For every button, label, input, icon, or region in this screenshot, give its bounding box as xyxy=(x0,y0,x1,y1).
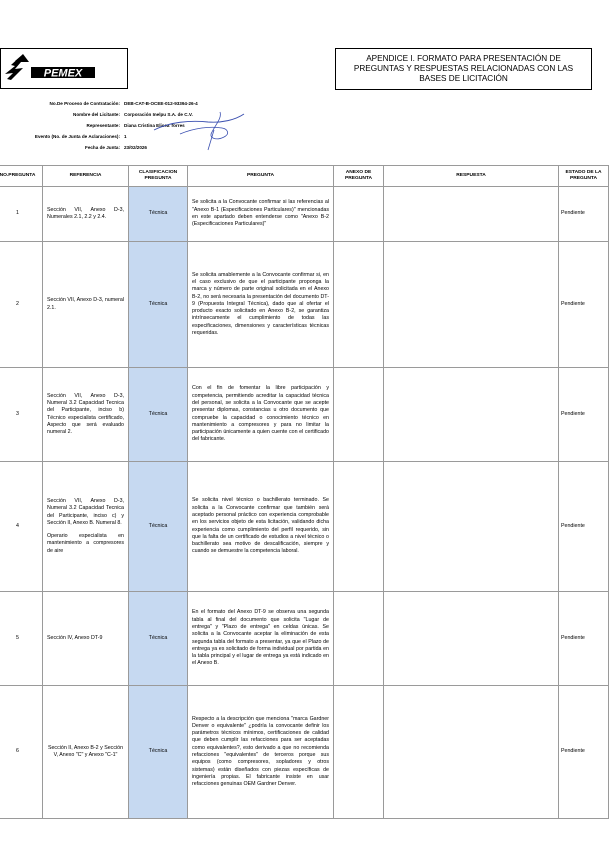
question-annex xyxy=(334,242,384,368)
questions-table xyxy=(0,165,609,819)
table-row xyxy=(0,242,609,368)
info-label: Nombre del Licitante: xyxy=(73,112,120,117)
question-status: Pendiente xyxy=(559,592,609,686)
question-classification: Técnica xyxy=(129,242,188,368)
question-classification: Técnica xyxy=(129,187,188,242)
question-classification: Técnica xyxy=(129,462,188,592)
question-number: 2 xyxy=(0,242,43,368)
question-number: 6 xyxy=(0,686,43,819)
table-row xyxy=(0,462,609,592)
question-text: Se solicita amablemente a la Convocante confirmar si, en el caso exclusivo de que el participante proponga la marca y número de parte original solicitada en el Anexo B-2, no será necesaria la presentación del documento DT-9 (Propuesta Integral Técnica), dado que al ofertar el producto exacto solicitado en Anexo B-2, se garantiza intrínsecamente el cumplimiento de todas las especificaciones, dimensiones y características técnicas requeridas. xyxy=(188,242,334,368)
header-referencia: REFERENCIA xyxy=(43,166,129,187)
question-reference-cell xyxy=(43,462,129,592)
question-reference: Sección VII, Anexo D-3, Numeral 3.2 Capacidad Tecnica del Participante, inciso c) y Sección II, Anexo B. Numeral 8. xyxy=(47,497,124,526)
question-answer xyxy=(384,242,559,368)
question-number: 4 xyxy=(0,462,43,592)
svg-text:PEMEX: PEMEX xyxy=(43,67,83,80)
info-label: Fecha de Junta: xyxy=(85,145,120,150)
question-reference: Sección II, Anexo B-2 y Sección V, Anexo "C" y Anexo "C-1" xyxy=(43,686,129,819)
table-header-row xyxy=(0,166,609,187)
question-classification: Técnica xyxy=(129,592,188,686)
question-reference-note: Operario especialista en mantenimiento a compresores de aire xyxy=(47,533,124,554)
question-text: Con el fin de fomentar la libre participación y competencia, permitiendo acreditar la capacidad técnica del personal, se solicita a la Convocante que se acepte presentar diplomas, constancias u otro documento que compruebe la capacidad o conocimiento técnico en mantenimiento a compresores y para no limitar la participación únicamente a quien cuente con el certificado del fabricante. xyxy=(188,368,334,462)
question-classification: Técnica xyxy=(129,368,188,462)
info-label: Evento (No. de Junta de Aclaraciones): xyxy=(34,134,120,139)
header-no-pregunta: NO.PREGUNTA xyxy=(0,166,43,187)
question-answer xyxy=(384,592,559,686)
question-reference: Sección VII, Anexo D-3, Numerales 2.1, 2.2 y 2.4. xyxy=(43,187,129,242)
table-row xyxy=(0,592,609,686)
question-classification: Técnica xyxy=(129,686,188,819)
info-value: 1 xyxy=(124,134,127,139)
info-value: DEB-CAT-B-OCEE-012-93394-26-4 xyxy=(124,101,198,106)
question-answer xyxy=(384,686,559,819)
question-text: Se solicita a la Convocante confirmar si las referencias al "Anexo B-1 (Especificaciones Particulares)" mencionadas en este apartado deben entenderse como "Anexo B-2 (Especificaciones Particulares)" xyxy=(188,187,334,242)
question-reference: Sección VII, Anexo D-3, Numeral 3.2 Capacidad Tecnica del Participante, inciso b) Técnico especialista certificado, Aspecto que será evaluado numeral 2. xyxy=(43,368,129,462)
signature-icon xyxy=(150,108,250,153)
question-number: 1 xyxy=(0,187,43,242)
info-value: 23/02/2026 xyxy=(124,145,147,150)
question-reference: Sección IV, Anexo DT-9 xyxy=(43,592,129,686)
pemex-logo-icon xyxy=(1,49,127,88)
question-annex xyxy=(334,368,384,462)
info-label: Representante: xyxy=(86,123,120,128)
header-pregunta: PREGUNTA xyxy=(188,166,334,187)
question-answer xyxy=(384,187,559,242)
question-answer xyxy=(384,462,559,592)
question-status: Pendiente xyxy=(559,187,609,242)
question-number: 3 xyxy=(0,368,43,462)
question-annex xyxy=(334,187,384,242)
question-text: Se solicita nivel técnico o bachillerato terminado. Se solicita a la Convocante confirmar que también será aceptado personal práctico con experiencia comprobable en los servicios objeto de esta licitación, validando dicha experiencia como cumplimiento del perfil requerido, sin que la falta de un certificado de estudios a nivel técnico o bachillerato sea motivo de descalificación, siempre y cuando se demuestre la competencia laboral. xyxy=(188,462,334,592)
table-row xyxy=(0,686,609,819)
header-estado: ESTADO DE LA PREGUNTA xyxy=(559,166,609,187)
question-reference: Sección VII, Anexo D-3, numeral 2.1. xyxy=(43,242,129,368)
question-annex xyxy=(334,592,384,686)
table-row xyxy=(0,368,609,462)
question-status: Pendiente xyxy=(559,686,609,819)
info-value: Diana Cristina Elisea Torres xyxy=(124,123,185,128)
question-number: 5 xyxy=(0,592,43,686)
header-respuesta: RESPUESTA xyxy=(384,166,559,187)
document-title: APENDICE I. FORMATO PARA PRESENTACIÓN DE PREGUNTAS Y RESPUESTAS RELACIONADAS CON LAS BASES DE LICITACIÓN xyxy=(335,48,592,90)
question-text: Respecto a la descripción que menciona "marca Gardner Denver o equivalente" ¿podría la convocante definir los parámetros técnicos mínimos, certificaciones de calidad que deben cumplir las refacciones para ser aceptadas como equivalentes?, esto derivado a que no recomienda refacciones "equivalentes" de terceros porque sus equipos (como compresores, sopladores y otros sistemas) están diseñados con piezas específicas de ingeniería propias. El fabricante insiste en usar refacciones genuinas OEM Gardner Denver. xyxy=(188,686,334,819)
question-annex xyxy=(334,686,384,819)
table-row xyxy=(0,187,609,242)
question-text: En el formato del Anexo DT-9 se observa una segunda tabla al final del documento que solicita "Lugar de entrega" y "Plazo de entrega" en celdas únicas. Se solicita a la Convocante aceptar la eliminación de esta segunda tabla del formato a presentar, ya que el Plazo de entrega ya es solicitado de forma individual por partida en la tabla principal y el lugar de entrega ya está indicado en el Anexo B. xyxy=(188,592,334,686)
info-value: Corporación Inelpu S.A. de C.V. xyxy=(124,112,193,117)
question-status: Pendiente xyxy=(559,462,609,592)
question-answer xyxy=(384,368,559,462)
header-anexo: ANEXO DE PREGUNTA xyxy=(334,166,384,187)
pemex-logo-box xyxy=(0,48,128,89)
info-label: No.De Proceso de Contratación: xyxy=(49,101,120,106)
question-annex xyxy=(334,462,384,592)
header-clasificacion: CLASIFICACION PREGUNTA xyxy=(129,166,188,187)
question-status: Pendiente xyxy=(559,368,609,462)
question-status: Pendiente xyxy=(559,242,609,368)
